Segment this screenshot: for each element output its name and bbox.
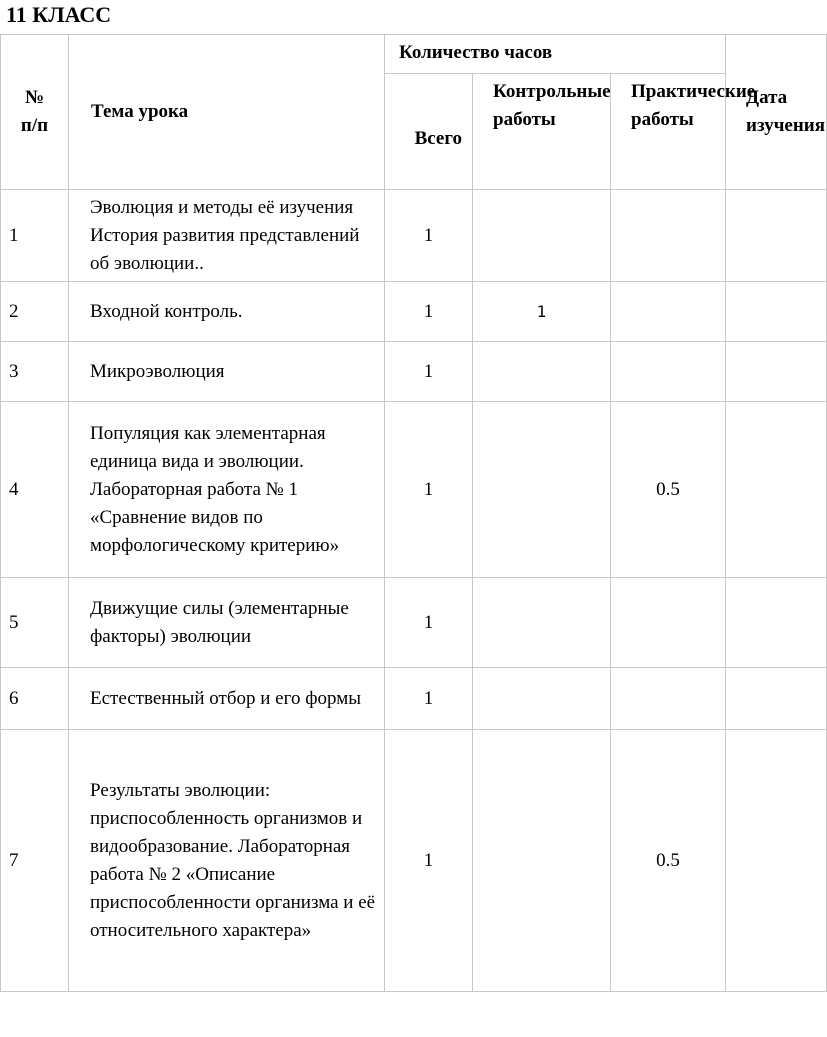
table-row — [1, 190, 827, 282]
row-topic: Микроэволюция — [69, 342, 385, 402]
row-number: 5 — [1, 578, 69, 668]
row-total: 1 — [385, 190, 473, 282]
lesson-plan-table — [0, 34, 827, 992]
row-practical — [611, 668, 726, 730]
row-number: 1 — [1, 190, 69, 282]
row-total: 1 — [385, 668, 473, 730]
row-total: 1 — [385, 578, 473, 668]
row-practical — [611, 190, 726, 282]
row-control — [473, 402, 611, 578]
row-practical — [611, 342, 726, 402]
row-date — [726, 190, 827, 282]
row-practical — [611, 282, 726, 342]
row-date — [726, 730, 827, 992]
row-topic: Эволюция и методы её изучения История развития представлений об эволюции.. — [69, 190, 385, 282]
table-row — [1, 578, 827, 668]
row-number: 3 — [1, 342, 69, 402]
table-row — [1, 282, 827, 342]
header-hours-group: Количество часов — [385, 35, 726, 74]
table-row — [1, 730, 827, 992]
row-practical — [611, 578, 726, 668]
header-number-line2: п/п — [20, 115, 49, 136]
row-date — [726, 402, 827, 578]
row-total: 1 — [385, 342, 473, 402]
row-number: 7 — [1, 730, 69, 992]
row-control — [473, 668, 611, 730]
table-row — [1, 402, 827, 578]
row-date — [726, 578, 827, 668]
row-control — [473, 578, 611, 668]
header-number — [1, 35, 69, 190]
row-topic: Результаты эволюции: приспособленность организмов и видообразование. Лабораторная работа № 2 «Описание приспособленности организма и её относительного характера» — [69, 730, 385, 992]
row-topic: Естественный отбор и его формы — [69, 668, 385, 730]
header-total: Всего — [385, 74, 473, 190]
row-number: 2 — [1, 282, 69, 342]
row-practical: 0.5 — [611, 730, 726, 992]
header-topic: Тема урока — [69, 35, 385, 190]
lesson-plan-table-container — [0, 34, 826, 992]
row-control: 1 — [473, 282, 611, 342]
table-row — [1, 342, 827, 402]
page-heading: 11 КЛАСС — [6, 2, 112, 27]
header-date: Дата изучения — [726, 35, 827, 190]
row-control — [473, 342, 611, 402]
row-topic: Движущие силы (элементарные факторы) эволюции — [69, 578, 385, 668]
row-date — [726, 668, 827, 730]
row-date — [726, 342, 827, 402]
row-control — [473, 730, 611, 992]
table-row — [1, 668, 827, 730]
row-topic: Входной контроль. — [69, 282, 385, 342]
row-control — [473, 190, 611, 282]
header-control: Контрольные работы — [473, 74, 611, 190]
row-total: 1 — [385, 282, 473, 342]
row-topic: Популяция как элементарная единица вида и эволюции. Лабораторная работа № 1 «Сравнение видов по морфологическому критерию» — [69, 402, 385, 578]
row-practical: 0.5 — [611, 402, 726, 578]
header-practical: Практические работы — [611, 74, 726, 190]
row-total: 1 — [385, 402, 473, 578]
row-date — [726, 282, 827, 342]
row-number: 6 — [1, 668, 69, 730]
header-number-line1: № — [24, 87, 45, 108]
row-number: 4 — [1, 402, 69, 578]
row-total: 1 — [385, 730, 473, 992]
